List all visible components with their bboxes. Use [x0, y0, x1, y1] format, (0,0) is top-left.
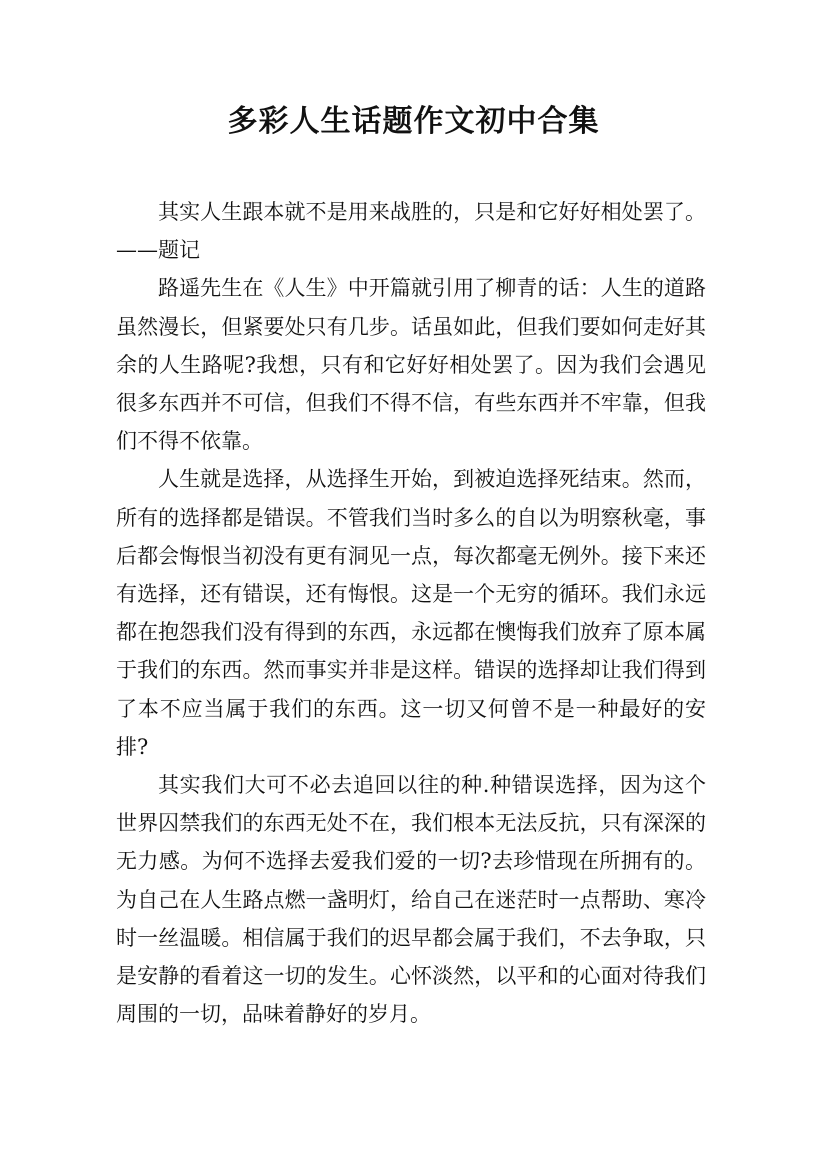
paragraph-epigraph: 其实人生跟本就不是用来战胜的，只是和它好好相处罢了。——题记	[116, 200, 706, 263]
document-title: 多彩人生话题作文初中合集	[227, 104, 600, 139]
document-body	[116, 193, 706, 1033]
paragraph: 路遥先生在《人生》中开篇就引用了柳青的话：人生的道路虽然漫长，但紧要处只有几步。话虽如此，但我们要如何走好其余的人生路呢?我想，只有和它好好相处罢了。因为我们会遇见很多东西并不可信，但我们不得不信，有些东西并不牢靠，但我们不得不依靠。	[116, 276, 706, 454]
paragraph: 人生就是选择，从选择生开始，到被迫选择死结束。然而，所有的选择都是错误。不管我们当时多么的自以为明察秋毫，事后都会悔恨当初没有更有洞见一点，每次都毫无例外。接下来还有选择，还有错误，还有悔恨。这是一个无穷的循环。我们永远都在抱怨我们没有得到的东西，永远都在懊悔我们放弃了原本属于我们的东西。然而事实并非是这样。错误的选择却让我们得到了本不应当属于我们的东西。这一切又何曾不是一种最好的安排?	[116, 467, 706, 759]
paragraph: 其实我们大可不必去追回以往的种.种错误选择，因为这个世界囚禁我们的东西无处不在，我们根本无法反抗，只有深深的无力感。为何不选择去爱我们爱的一切?去珍惜现在所拥有的。为自己在人生路点燃一盏明灯，给自己在迷茫时一点帮助、寒冷时一丝温暖。相信属于我们的迟早都会属于我们，不去争取，只是安静的看着这一切的发生。心怀淡然，以平和的心面对待我们周围的一切，品味着静好的岁月。	[116, 773, 706, 1027]
